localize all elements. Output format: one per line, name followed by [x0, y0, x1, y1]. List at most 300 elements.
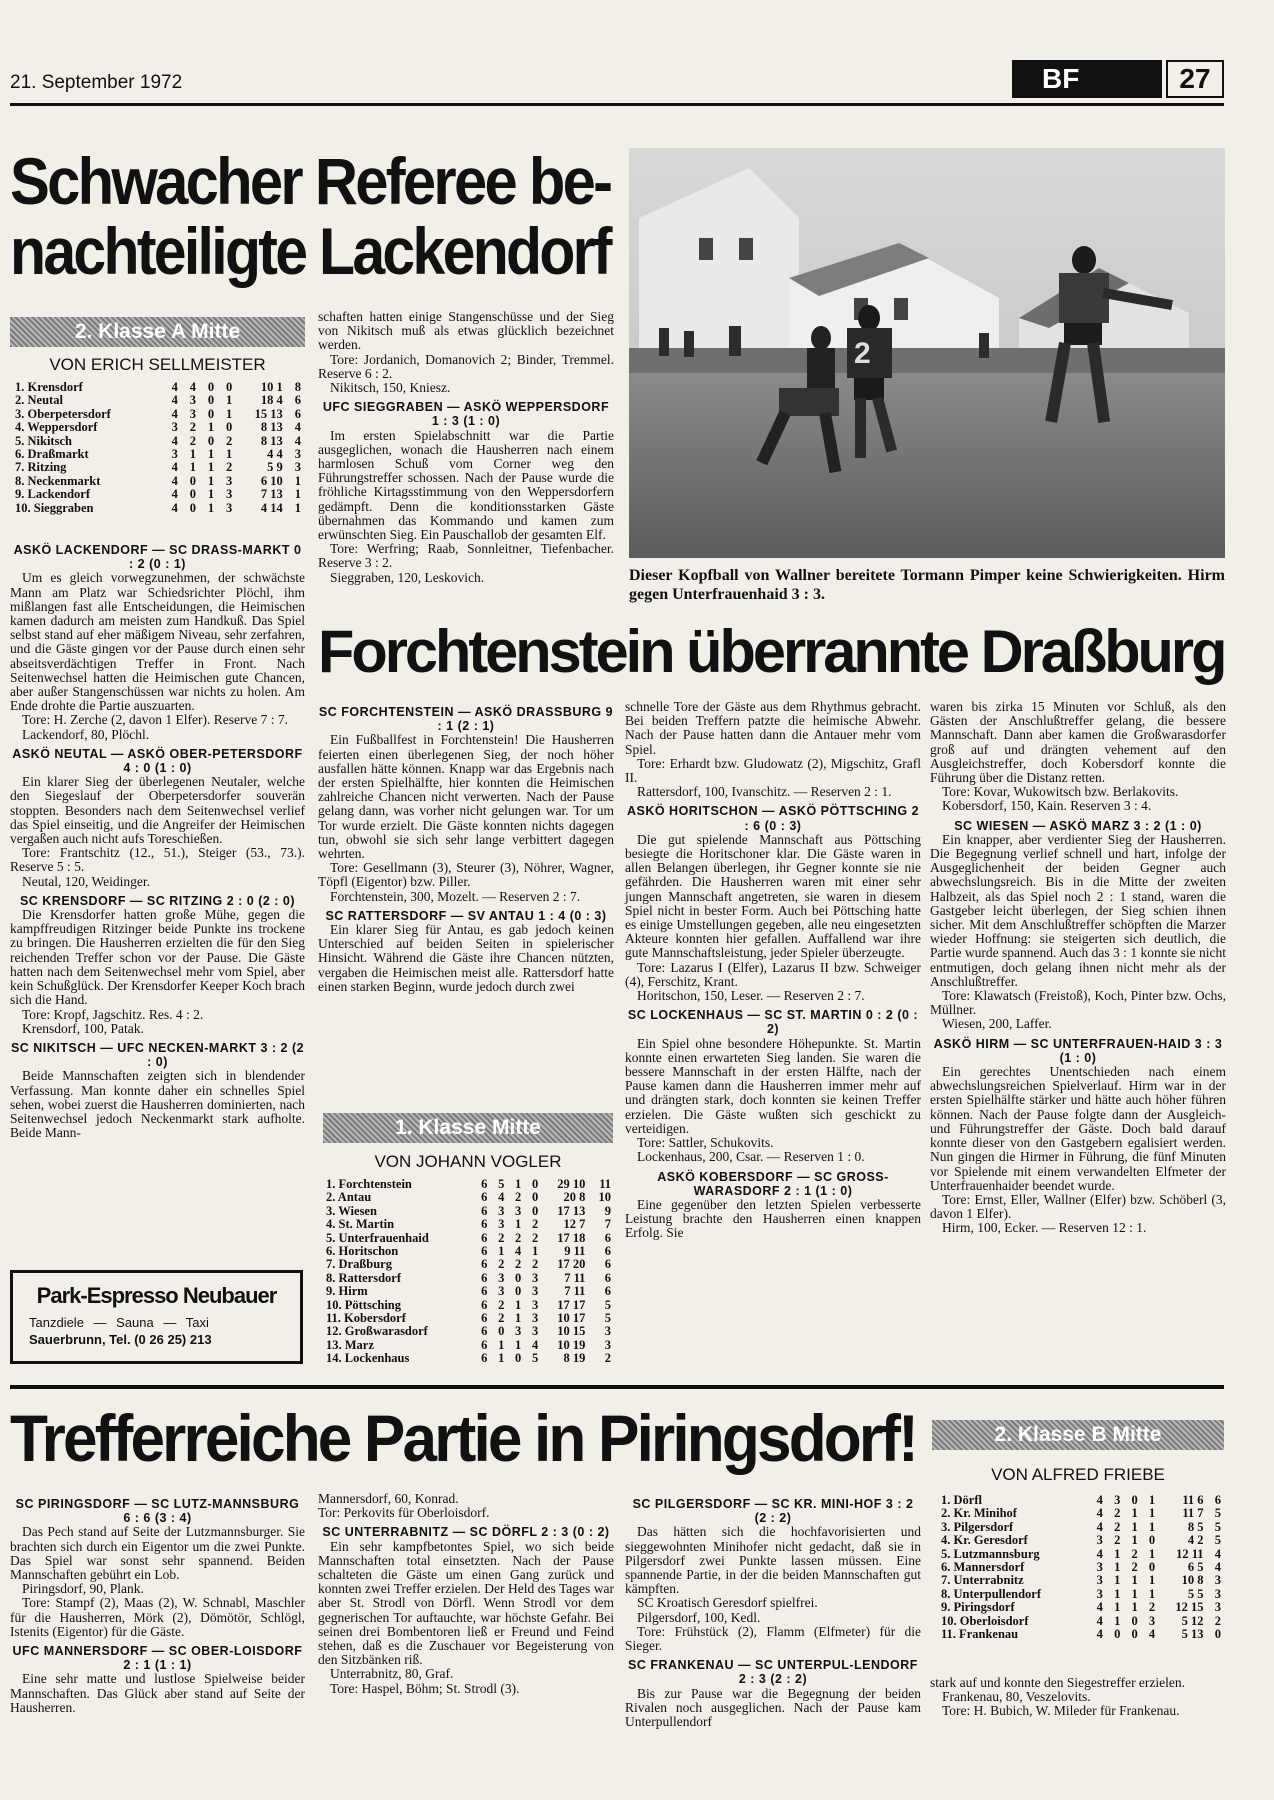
standings-value: 0: [1114, 1627, 1121, 1642]
standings-value: 0: [515, 1270, 522, 1285]
header-rule: [10, 103, 1224, 106]
article-3-column-1: [10, 1492, 305, 1715]
standings-row: [938, 1601, 1224, 1614]
standings-value: 3: [294, 460, 301, 475]
standings-value: 0: [1131, 1613, 1138, 1628]
standings-value: 6: [481, 1311, 488, 1326]
team-name: 10. Pöttsching: [326, 1297, 401, 1312]
article-2-column-2: [625, 700, 921, 1241]
standings-value: 4: [1096, 1493, 1103, 1507]
paragraph: Unterrabnitz, 80, Graf.: [330, 1666, 454, 1682]
standings-value: 3: [226, 500, 233, 515]
standings-row: [323, 1258, 614, 1271]
standings-value: 4: [189, 380, 197, 394]
headline-1-line-1: Schwacher Referee be-: [10, 144, 611, 218]
match-heading: ASKÖ NEUTAL — ASKÖ OBER-PETERSDORF 4 : 0 (1 : 0): [12, 746, 303, 776]
standings-value: 3: [531, 1324, 539, 1339]
team-name: 9. Lackendorf: [15, 487, 90, 502]
paragraph: Ein Spiel ohne besondere Höhepunkte. St. Martin konnte einen erwarteten Sieg landen. Sie waren die bessere Mannschaft in der ersten Hälfte, nach der Pause kamen dann die Hausherren immer mehr auf und drängten stark, doch konnten sie keinen Treffer erzielen. Die Gäste wußten sich geschickt zu verteidigen.: [625, 1035, 921, 1136]
standings-value: 6: [604, 1230, 611, 1245]
standings-value: 1: [294, 500, 301, 515]
standings-value: 2: [189, 433, 197, 448]
match-heading: SC FORCHTENSTEIN — ASKÖ DRASSBURG 9 : 1 (2 : 1): [318, 705, 614, 734]
standings-value: 1: [1114, 1573, 1121, 1588]
standings-value: 2: [498, 1297, 505, 1312]
standings-row: [323, 1299, 614, 1312]
team-name: 6. Draßmarkt: [15, 447, 89, 462]
standings-value: 7 13: [260, 487, 283, 502]
team-name: 9. Hirm: [326, 1284, 368, 1299]
paragraph: schaften hatten einige Stangenschüsse und der Sieg von Nikitsch muß als etwas glücklich bezeichnet werden.: [318, 309, 614, 353]
standings-row: [12, 381, 304, 394]
team-name: 7. Unterrabnitz: [941, 1573, 1024, 1588]
standings-value: 4: [515, 1244, 522, 1259]
paragraph: Eine sehr matte und lustlose Spielweise beider Mannschaften. Das Glück aber stand auf Seite der Hausherren.: [10, 1671, 305, 1715]
standings-value: 0: [531, 1203, 539, 1218]
standings-value: 7 11: [564, 1270, 586, 1285]
standings-row: [323, 1232, 614, 1245]
standings-row: [938, 1561, 1224, 1574]
standings-value: 0: [531, 1177, 539, 1191]
team-name: 11. Kobersdorf: [326, 1311, 406, 1326]
standings-value: 1: [189, 447, 197, 462]
standings-value: 4: [1096, 1600, 1103, 1615]
paragraph: schnelle Tore der Gäste aus dem Rhythmus gebracht. Bei beiden Treffern patzte die heimische Abwehr. Nach der Pause hatten dann die Antauer mehr vom Spiel.: [625, 699, 921, 757]
standings-value: 1: [515, 1297, 522, 1312]
paragraph: Tore: Kropf, Jagschitz. Res. 4 : 2.: [22, 1006, 204, 1022]
standings-value: 4: [1096, 1519, 1103, 1534]
standings-value: 0: [1214, 1627, 1221, 1642]
league-banner-2b: 2. Klasse B Mitte: [932, 1420, 1224, 1450]
standings-row: [12, 448, 304, 461]
standings-row: [938, 1588, 1224, 1601]
standings-value: 4: [171, 393, 178, 408]
standings-value: 6 10: [260, 473, 283, 488]
standings-value: 2: [1114, 1506, 1121, 1521]
standings-value: 1: [1131, 1573, 1138, 1588]
standings-value: 2: [1131, 1546, 1138, 1561]
team-name: 3. Pilgersdorf: [941, 1519, 1014, 1534]
standings-value: 7: [604, 1217, 611, 1232]
standings-value: 12 11: [1176, 1546, 1204, 1561]
article-2-column-3: [930, 700, 1226, 1236]
shirt-number-2: 2: [854, 337, 871, 370]
team-name: 8. Rattersdorf: [326, 1270, 401, 1285]
standings-value: 11 6: [1182, 1493, 1204, 1507]
standings-value: 6: [604, 1284, 611, 1299]
standings-value: 1: [1148, 1586, 1156, 1601]
standings-value: 6: [481, 1217, 488, 1232]
standings-value: 4: [531, 1337, 539, 1352]
team-name: 2. Neutal: [15, 393, 63, 408]
league-banner-2a: 2. Klasse A Mitte: [10, 317, 305, 347]
standings-value: 10 19: [557, 1337, 586, 1352]
standings-row: [323, 1312, 614, 1325]
standings-value: 29 10: [557, 1177, 586, 1191]
team-name: 1. Dörfl: [941, 1493, 982, 1507]
standings-value: 6: [481, 1351, 488, 1366]
standings-value: 3: [604, 1324, 611, 1339]
standings-value: 0: [226, 420, 233, 435]
standings-value: 6: [481, 1297, 488, 1312]
standings-value: 17 20: [557, 1257, 586, 1272]
league-banner-1: 1. Klasse Mitte: [323, 1113, 613, 1143]
ad-services: Tanzdiele — Sauna — Taxi: [29, 1315, 209, 1330]
match-heading: SC PILGERSDORF — SC KR. MINI-HOF 3 : 2 (2 : 2): [632, 1497, 914, 1526]
paragraph: Tore: H. Zerche (2, davon 1 Elfer). Reserve 7 : 7.: [22, 712, 288, 728]
standings-value: 0: [189, 500, 197, 515]
standings-value: 1: [515, 1337, 522, 1352]
standings-value: 1: [1114, 1586, 1121, 1601]
standings-value: 4: [294, 420, 301, 435]
standings-value: 8: [294, 380, 301, 394]
team-name: 14. Lockenhaus: [326, 1351, 410, 1366]
team-name: 4. Weppersdorf: [15, 420, 98, 435]
standings-value: 3: [1214, 1600, 1221, 1615]
advertisement-box: [10, 1270, 303, 1364]
standings-value: 3: [498, 1270, 505, 1285]
standings-value: 6: [481, 1337, 488, 1352]
standings-value: 3: [1148, 1613, 1156, 1628]
standings-value: 5 9: [267, 460, 283, 475]
standings-value: 1: [226, 393, 233, 408]
standings-value: 17 13: [557, 1203, 586, 1218]
standings-value: 6: [294, 393, 301, 408]
standings-value: 4: [294, 433, 301, 448]
standings-row: [12, 502, 304, 515]
standings-value: 1: [1131, 1533, 1138, 1548]
standings-row: [323, 1205, 614, 1218]
headline-2: Forchtenstein überrannte Draßburg: [318, 618, 1225, 685]
standings-value: 5: [498, 1177, 505, 1191]
standings-value: 3: [226, 473, 233, 488]
standings-value: 0: [207, 433, 215, 448]
paragraph: Tore: Haspel, Böhm; St. Strodl (3).: [330, 1680, 520, 1696]
standings-value: 6: [481, 1244, 488, 1259]
standings-value: 2: [498, 1311, 505, 1326]
standings-value: 6: [481, 1177, 488, 1191]
standings-value: 5: [531, 1351, 539, 1366]
standings-value: 1: [1148, 1573, 1156, 1588]
standings-value: 5: [1214, 1506, 1221, 1521]
standings-row: [12, 475, 304, 488]
standings-value: 1: [294, 487, 301, 502]
standings-value: 10 8: [1181, 1573, 1204, 1588]
standings-value: 6: [481, 1270, 488, 1285]
team-name: 5. Unterfrauenhaid: [326, 1230, 429, 1245]
standings-value: 1: [207, 473, 215, 488]
standings-row: [938, 1628, 1224, 1641]
paragraph: Hirm, 100, Ecker. — Reserven 12 : 1.: [942, 1220, 1147, 1236]
football-photo-image: [629, 148, 1225, 558]
team-name: 1. Forchtenstein: [326, 1177, 412, 1191]
issue-date: 21. September 1972: [10, 72, 183, 93]
standings-value: 10 1: [260, 380, 283, 394]
team-name: 9. Piringsdorf: [941, 1600, 1015, 1615]
standings-row: [938, 1615, 1224, 1628]
standings-value: 1: [207, 487, 215, 502]
ad-contact: Sauerbrunn, Tel. (0 26 25) 213: [29, 1332, 212, 1347]
standings-value: 1: [515, 1177, 522, 1191]
match-heading: SC NIKITSCH — UFC NECKEN-MARKT 3 : 2 (2 : 0): [10, 1040, 305, 1070]
paragraph: Eine gegenüber den letzten Spielen verbesserte Leistung brachte den Hausherren einen knappen Erfolg. Sie: [625, 1196, 921, 1241]
standings-value: 1: [1114, 1546, 1121, 1561]
team-name: 2. Antau: [326, 1190, 372, 1205]
standings-value: 3: [1214, 1573, 1221, 1588]
standings-value: 1: [531, 1244, 539, 1259]
byline-3: VON ALFRED FRIEBE: [991, 1465, 1165, 1484]
byline-1: VON ERICH SELLMEISTER: [49, 355, 266, 374]
match-heading: SC FRANKENAU — SC UNTERPUL-LENDORF 2 : 3 (2 : 2): [628, 1658, 918, 1687]
paragraph: Sieggraben, 120, Leskovich.: [330, 569, 485, 585]
standings-value: 1: [498, 1244, 505, 1259]
standings-row: [12, 435, 304, 448]
team-name: 10. Oberloisdorf: [941, 1613, 1029, 1628]
team-name: 4. St. Martin: [326, 1217, 395, 1232]
paragraph: Tore: Stampf (2), Maas (2), W. Schnabl, Maschler für die Hausherren, Mörk (2), Dömötör, Schlögl, Istenits (Eigentor) für die Gäste.: [10, 1595, 305, 1639]
team-name: 4. Kr. Geresdorf: [941, 1533, 1028, 1548]
standings-value: 2: [1214, 1613, 1221, 1628]
standings-value: 1: [1114, 1613, 1121, 1628]
team-name: 13. Marz: [326, 1337, 374, 1352]
standings-table-2b: [938, 1494, 1224, 1641]
standings-value: 1: [1114, 1600, 1121, 1615]
article-3-column-4: [930, 1676, 1226, 1719]
standings-value: 2: [226, 433, 233, 448]
team-name: 6. Mannersdorf: [941, 1560, 1025, 1575]
paragraph: Ein gerechtes Unentschieden nach einem abwechslungsreichen Spielverlauf. Hirm war in der ersten Spielhälfte stärker und hätte auch höher führen können. Nach der Pause folgte dann der Ausgleich- und Führungstreffer der Gäste. Doch bald darauf konnte dieser von den Gastgebern egalisiert werden. Nun gingen die Hirmer in Führung, die fünf Minuten vor Spielende mit einem verwandelten Elfmeter der Unterfrauenhaider beendet wurde.: [930, 1064, 1226, 1193]
standings-value: 8 5: [1187, 1519, 1204, 1534]
paragraph: Das hätten sich die hochfavorisierten und sieggewohnten Minihofer nicht gedacht, daß sie in Pilgersdorf zwei Punkte lassen müssen. Eine spannende Partie, in der die beiden Mannschaften gut kämpften.: [625, 1524, 921, 1597]
paragraph: Piringsdorf, 90, Plank.: [22, 1581, 144, 1597]
standings-value: 0: [1131, 1493, 1138, 1507]
paragraph: Ein Fußballfest in Forchtenstein! Die Hausherren feierten einen überlegenen Sieg, der noch höher ausfallen hätte können. Knapp war das Ergebnis nach der ersten Spielhälfte, hier konnten die Heimischen zahlreiche Chancen nicht verwerten. Nach der Pause gelang dann, was vorher nicht gelungen war. Tor um Tor wurde erzielt. Die Gäste konnten nichts dagegen tun, obwohl sie sich sehr lange verbittert dagegen wehrten.: [318, 732, 614, 862]
standings-value: 20 8: [563, 1190, 586, 1205]
standings-row: [938, 1548, 1224, 1561]
standings-row: [323, 1285, 614, 1298]
standings-value: 1: [207, 447, 215, 462]
standings-value: 1: [1148, 1546, 1156, 1561]
standings-value: 11 7: [1182, 1506, 1204, 1521]
standings-row: [323, 1325, 614, 1338]
match-heading: ASKÖ LACKENDORF — SC DRASS-MARKT 0 : 2 (0 : 1): [13, 543, 302, 572]
standings-value: 2: [189, 420, 197, 435]
paragraph: Bis zur Pause war die Begegnung der beiden Rivalen noch ausgeglichen. Nach der Pause kam Unterpullendorf: [625, 1685, 921, 1730]
standings-value: 10 17: [557, 1311, 586, 1326]
standings-value: 1: [294, 473, 301, 488]
standings-value: 2: [531, 1257, 539, 1272]
standings-value: 4: [1148, 1627, 1156, 1642]
section-rule: [10, 1385, 1224, 1389]
standings-row: [938, 1507, 1224, 1520]
standings-value: 2: [515, 1230, 522, 1245]
ad-title: Park-Espresso Neubauer: [36, 1283, 277, 1308]
standings-value: 4: [498, 1190, 505, 1205]
standings-value: 3: [189, 393, 197, 408]
standings-value: 2: [1114, 1519, 1121, 1534]
paragraph: Beide Mannschaften zeigten sich in blendender Verfassung. Man konnte daher ein schnelles Spiel sehen, wobei zuerst die Hausherren dominierten, nach Seitenwechsel jedoch Neckenmarkt stark aufholte. Beide Mann-: [10, 1068, 305, 1141]
standings-value: 0: [1148, 1560, 1156, 1575]
standings-value: 1: [207, 500, 215, 515]
standings-value: 6: [481, 1284, 488, 1299]
paragraph: Lockenhaus, 200, Csar. — Reserven 1 : 0.: [637, 1149, 865, 1165]
standings-value: 0: [189, 473, 197, 488]
paragraph: Mannersdorf, 60, Konrad.: [318, 1491, 459, 1506]
match-heading: SC LOCKENHAUS — SC ST. MARTIN 0 : 2 (0 : 2): [627, 1008, 919, 1037]
standings-value: 3: [1096, 1573, 1103, 1588]
match-heading: UFC SIEGGRABEN — ASKÖ WEPPERSDORF 1 : 3 (1 : 0): [322, 400, 610, 429]
standings-row: [323, 1178, 614, 1191]
standings-value: 3: [294, 447, 301, 462]
standings-value: 7 11: [564, 1284, 586, 1299]
standings-value: 3: [189, 406, 197, 421]
match-heading: SC KRENSDORF — SC RITZING 2 : 0 (2 : 0): [19, 893, 296, 908]
standings-row: [323, 1352, 614, 1365]
standings-row: [12, 461, 304, 474]
team-name: 7. Draßburg: [326, 1257, 392, 1272]
standings-value: 3: [531, 1284, 539, 1299]
standings-value: 4 14: [260, 500, 283, 515]
standings-value: 3: [171, 447, 178, 462]
paragraph: Tore: Kovar, Wukowitsch bzw. Berlakovits.: [942, 784, 1179, 800]
match-heading: SC WIESEN — ASKÖ MARZ 3 : 2 (1 : 0): [954, 818, 1202, 833]
standings-value: 5 5: [1187, 1586, 1204, 1601]
match-heading: SC PIRINGSDORF — SC LUTZ-MANNSBURG 6 : 6 (3 : 4): [15, 1497, 300, 1526]
standings-value: 6: [604, 1257, 611, 1272]
paragraph: Ein klarer Sieg der überlegenen Neutaler, welche den Siegeslauf der Oberpetersdorfer souverän stoppten. Besonders nach dem Seitenwechsel verlief das Spiel einseitig, und die Angreifer der Heimischen vergaßen auch nicht aufs Toreschießen.: [10, 774, 305, 847]
article-3-column-3: [625, 1492, 921, 1729]
standings-value: 0: [207, 393, 215, 408]
standings-value: 3: [604, 1337, 611, 1352]
standings-row: [12, 488, 304, 501]
standings-value: 4 4: [267, 447, 283, 462]
standings-value: 5 12: [1181, 1613, 1204, 1628]
standings-value: 0: [531, 1190, 539, 1205]
paragraph: stark auf und konnte den Siegestreffer erzielen.: [930, 1675, 1186, 1690]
standings-value: 5: [604, 1311, 611, 1326]
standings-value: 5: [604, 1297, 611, 1312]
standings-row: [938, 1521, 1224, 1534]
standings-row: [12, 421, 304, 434]
standings-value: 5: [1214, 1533, 1221, 1548]
paragraph: Wiesen, 200, Laffer.: [942, 1016, 1052, 1032]
standings-value: 3: [1096, 1533, 1103, 1548]
standings-row: [938, 1574, 1224, 1587]
standings-table-1: [323, 1178, 614, 1366]
team-name: 1. Krensdorf: [15, 380, 83, 394]
standings-value: 1: [498, 1351, 505, 1366]
standings-value: 4: [1096, 1506, 1103, 1521]
standings-value: 3: [531, 1270, 539, 1285]
standings-value: 8 13: [260, 433, 283, 448]
standings-value: 6: [481, 1257, 488, 1272]
paragraph: Lackendorf, 80, Plöchl.: [22, 726, 150, 742]
standings-value: 4 2: [1187, 1533, 1204, 1548]
paragraph: Die Krensdorfer hatten große Mühe, gegen die kampffreudigen Ritzinger beide Punkte ins trockene zu bringen. Die Hausherren erzielten die für den Sieg reichenden Treffer schon vor der Pause. Die Gäste hatten nach dem Seitenwechsel mehr vom Spiel, aber kein Schußglück. Der Krensdorfer Keeper Koch brach sich die Hand.: [10, 907, 305, 1008]
team-name: 10. Sieggraben: [15, 500, 94, 515]
team-name: 5. Nikitsch: [15, 433, 72, 448]
standings-value: 0: [515, 1284, 522, 1299]
standings-value: 12 15: [1175, 1600, 1204, 1615]
standings-value: 4: [1214, 1546, 1221, 1561]
paragraph: Pilgersdorf, 100, Kedl.: [637, 1609, 761, 1625]
paragraph: Tore: Ernst, Eller, Wallner (Elfer) bzw. Schöberl (3, davon 1 Elfer).: [930, 1191, 1226, 1222]
standings-value: 6: [481, 1190, 488, 1205]
paragraph: Tore: Frantschitz (12., 51.), Steiger (53., 73.). Reserve 5 : 5.: [10, 845, 305, 875]
standings-value: 1: [1131, 1506, 1138, 1521]
standings-row: [323, 1218, 614, 1231]
paragraph: Neutal, 120, Weidinger.: [22, 873, 151, 889]
standings-value: 5 13: [1181, 1627, 1204, 1642]
standings-value: 18 4: [260, 393, 283, 408]
paragraph: Tor: Perkovits für Oberloisdorf.: [318, 1505, 490, 1521]
match-heading: SC RATTERSDORF — SV ANTAU 1 : 4 (0 : 3): [325, 908, 607, 923]
match-heading: ASKÖ HORITSCHON — ASKÖ PÖTTSCHING 2 : 6 (0 : 3): [626, 804, 920, 833]
standings-row: [938, 1494, 1224, 1507]
standings-value: 2: [498, 1230, 505, 1245]
standings-value: 4: [171, 487, 178, 502]
paragraph: Tore: Gesellmann (3), Steurer (3), Nöhrer, Wagner, Töpfl (Eigentor) bzw. Piller.: [318, 860, 614, 890]
match-heading: ASKÖ HIRM — SC UNTERFRAUEN-HAID 3 : 3 (1 : 0): [933, 1036, 1223, 1065]
paragraph: Tore: Klawatsch (Freistoß), Koch, Pinter bzw. Ochs, Müllner.: [930, 988, 1226, 1018]
standings-value: 0: [1131, 1627, 1138, 1642]
paragraph: Horitschon, 150, Leser. — Reserven 2 : 7.: [637, 988, 865, 1004]
headline-1-line-2: nachteiligte Lackendorf: [10, 214, 610, 288]
standings-row: [938, 1534, 1224, 1547]
paragraph: Tore: H. Bubich, W. Mileder für Frankenau.: [942, 1703, 1180, 1719]
standings-value: 3: [1096, 1586, 1103, 1601]
team-name: 12. Großwarasdorf: [326, 1324, 428, 1339]
standings-value: 17 17: [557, 1297, 586, 1312]
paragraph: Krensdorf, 100, Patak.: [22, 1020, 144, 1036]
standings-value: 9 11: [564, 1244, 586, 1259]
paragraph: Ein klarer Sieg für Antau, es gab jedoch keinen Unterschied auf beiden Seiten in spielerischer Hinsicht. Während die Gäste ihre Chancen nützten, vergaben die Heimischen meist alle. Rattersdorf hatte einen starken Beginn, wurde jedoch durch zwei: [318, 922, 614, 994]
team-name: 11. Frankenau: [941, 1627, 1019, 1642]
standings-value: 4: [171, 460, 178, 475]
paragraph: Um es gleich vorwegzunehmen, der schwächste Mann am Platz war Schiedsrichter Plöchl, ihm mißlangen fast alle Entscheidungen, die Heimischen kamen dadurch am meisten zum Handkuß. Das Spiel selbst stand auf eher mäßigem Niveau, sehr zerfahren, und die Gäste gingen vor der Pause durch einen sehr abseitsverdächtigen Treffer in Front. Nach Seitenwechsel hatten die Heimischen gute Chancen, aber außer Stangenschüssen war nichts zu holen. Am Ende drohte die Partie auszuarten.: [10, 570, 305, 714]
standings-value: 1: [1131, 1519, 1138, 1534]
standings-value: 4: [171, 473, 178, 488]
standings-value: 1: [515, 1311, 522, 1326]
brand-box: BF: [1012, 60, 1162, 98]
match-heading: SC UNTERRABNITZ — SC DÖRFL 2 : 3 (0 : 2): [322, 1525, 610, 1540]
standings-value: 3: [531, 1297, 539, 1312]
standings-value: 1: [226, 447, 233, 462]
article-2-column-1: [318, 700, 614, 994]
standings-value: 1: [207, 460, 215, 475]
standings-value: 6: [604, 1270, 611, 1285]
page-number: 27: [1166, 60, 1224, 98]
standings-value: 1: [515, 1217, 522, 1232]
paragraph: Forchtenstein, 300, Mozelt. — Reserven 2 : 7.: [330, 888, 581, 904]
standings-value: 4: [171, 500, 178, 515]
paragraph: Tore: Erhardt bzw. Gludowatz (2), Migschitz, Grafl II.: [625, 755, 921, 786]
standings-value: 1: [498, 1337, 505, 1352]
standings-value: 4: [171, 433, 178, 448]
standings-value: 2: [498, 1257, 505, 1272]
team-name: 6. Horitschon: [326, 1244, 399, 1259]
article-1-column-2: [318, 310, 614, 585]
standings-value: 4: [1096, 1613, 1103, 1628]
standings-table-2a: [12, 381, 304, 515]
standings-value: 0: [1148, 1533, 1156, 1548]
standings-row: [323, 1191, 614, 1204]
standings-value: 15 13: [254, 406, 283, 421]
standings-value: 2: [531, 1217, 539, 1232]
paragraph: Rattersdorf, 100, Ivanschitz. — Reserven 2 : 1.: [637, 784, 892, 800]
standings-value: 3: [171, 420, 178, 435]
standings-value: 3: [226, 487, 233, 502]
